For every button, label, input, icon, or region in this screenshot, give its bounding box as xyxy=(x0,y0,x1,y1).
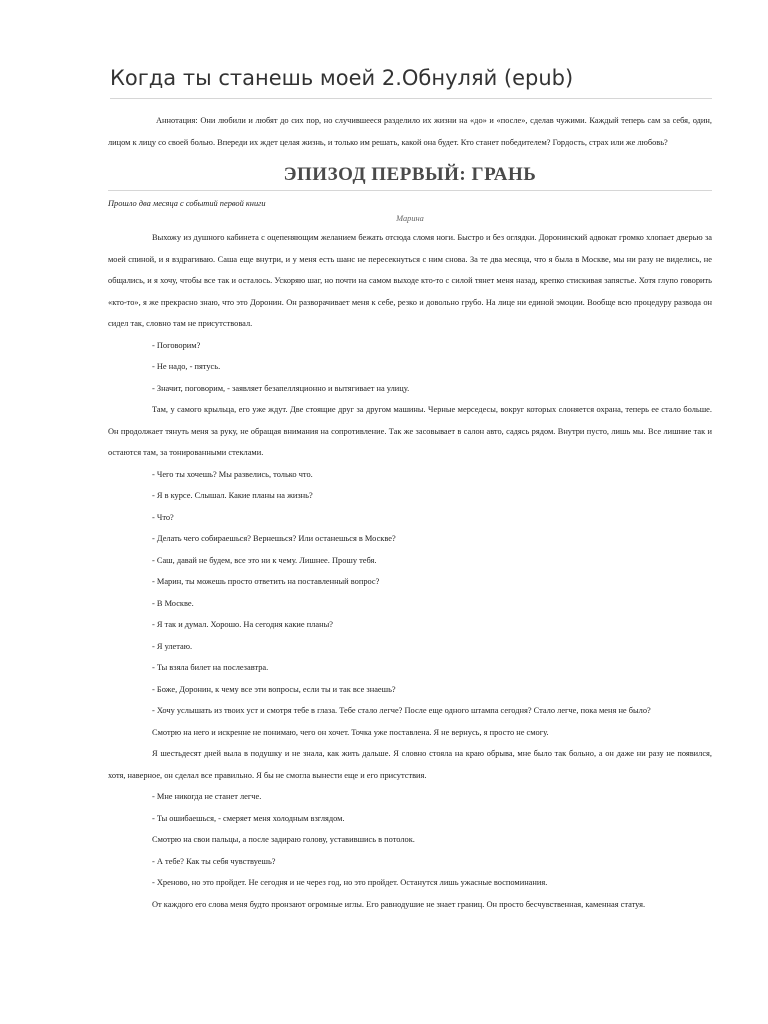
dialog-line: - Делать чего собираешься? Вернешься? Или останешься в Москве? xyxy=(152,534,396,543)
dialog-line: - Я в курсе. Слышал. Какие планы на жизнь? xyxy=(152,491,313,500)
dialog-line: - А тебе? Как ты себя чувствуешь? xyxy=(152,856,276,866)
dialog-line: - Чего ты хочешь? Мы развелись, только что. xyxy=(152,469,313,479)
dialog-line: - Не надо, - пятусь. xyxy=(152,362,221,371)
epigraph: Прошло два месяца с событий первой книги xyxy=(108,199,266,208)
dialog-line: От каждого его слова меня будто пронзают огромные иглы. Его равнодушие не знает границ. Он просто бесчувственная, каменная статуя. xyxy=(152,899,646,909)
annotation: Аннотация: Они любили и любят до сих пор, но случившееся разделило их жизни на «до» и «после», сделав чужими. Каждый теперь сам за себя, один, лицом к лицу со своей болью. Впереди их ждет целая жизнь, и только им решать, какой она будет. Кто станет победителем? Гордость, страх или же любовь? xyxy=(108,116,712,147)
document-header xyxy=(110,66,712,99)
dialog-line: - Саш, давай не будем, все это ни к чему. Лишнее. Прошу тебя. xyxy=(152,555,377,565)
dialog-line: - Хреново, но это пройдет. Не сегодня и не через год, но это пройдет. Останутся лишь ужасные воспоминания. xyxy=(152,878,548,887)
dialog-line: - Боже, Доронин, к чему все эти вопросы, если ты и так все знаешь? xyxy=(152,684,396,694)
document-title: Когда ты станешь моей 2.Обнуляй (epub) xyxy=(110,66,574,90)
paragraph: Смотрю на него и искренне не понимаю, чего он хочет. Точка уже поставлена. Я не вернусь, я просто не смогу. xyxy=(152,727,549,737)
episode-heading: ЭПИЗОД ПЕРВЫЙ: ГРАНЬ xyxy=(108,164,712,191)
dialog-line: - Значит, поговорим, - заявляет безапелляционно и вытягивает на улицу. xyxy=(152,383,410,393)
dialog-line: - Что? xyxy=(152,512,174,522)
dialog-line: - Хочу услышать из твоих уст и смотря тебе в глаза. Тебе стало легче? После еще одного штампа сегодня? Стало легче, пока меня не было? xyxy=(152,706,651,715)
dialog-line: - Я улетаю. xyxy=(152,641,193,651)
dialog-line: - Я так и думал. Хорошо. На сегодня какие планы? xyxy=(152,620,333,629)
document-page xyxy=(108,100,712,1024)
paragraph: Я шестьдесят дней выла в подушку и не знала, как жить дальше. Я словно стояла на краю обрыва, мне было так больно, а он даже ни разу не появился, хотя, наверное, он сделал все правильно. Я бы не смогла вынести еще и его присутствия. xyxy=(108,749,712,780)
dialog-line: - В Москве. xyxy=(152,598,194,608)
dialog-line: - Марин, ты можешь просто ответить на поставленный вопрос? xyxy=(152,577,380,586)
body-text xyxy=(108,227,712,915)
paragraph: Там, у самого крыльца, его уже ждут. Две стоящие друг за другом машины. Черные мерседесы, вокруг которых слоняется охрана, теперь ее стало больше. Он продолжает тянуть меня за руку, не обращая внимания на сопротивление. Так же засовывает в салон авто, садясь рядом. Внутри пусто, лишь мы. Все лишние так и остаются там, за тонированными стеклами. xyxy=(108,405,712,457)
dialog-line: - Мне никогда не станет легче. xyxy=(152,792,262,801)
speaker-name: Марина xyxy=(396,214,424,223)
dialog-line: - Ты взяла билет на послезавтра. xyxy=(152,663,269,672)
dialog-line: - Поговорим? xyxy=(152,340,201,350)
paragraph: Выхожу из душного кабинета с оцепеняющим желанием бежать отсюда сломя ноги. Быстро и без оглядки. Доронинский адвокат громко хлопает дверью за моей спиной, и я вздрагиваю. Саша еще внутри, и у меня есть шанс не пересекнуться с ним снова. За те два месяца, что я была в Москве, мы ни разу не виделись, не общались, и я хочу, чтобы все так и осталось. Ускоряю шаг, но почти на самом выходе кто-то с силой тянет меня назад, крепко стискивая запястье. Хотя глупо говорить «кто-то», я же прекрасно знаю, что это Доронин. Он разворачивает меня к себе, резко и довольно грубо. На лице ни единой эмоции. Вообще всю процедуру развода он сидел так, словно там не присутствовал. xyxy=(108,233,712,328)
dialog-line: Смотрю на свои пальцы, а после задираю голову, уставившись в потолок. xyxy=(152,835,415,844)
dialog-line: - Ты ошибаешься, - смеряет меня холодным взглядом. xyxy=(152,813,345,823)
